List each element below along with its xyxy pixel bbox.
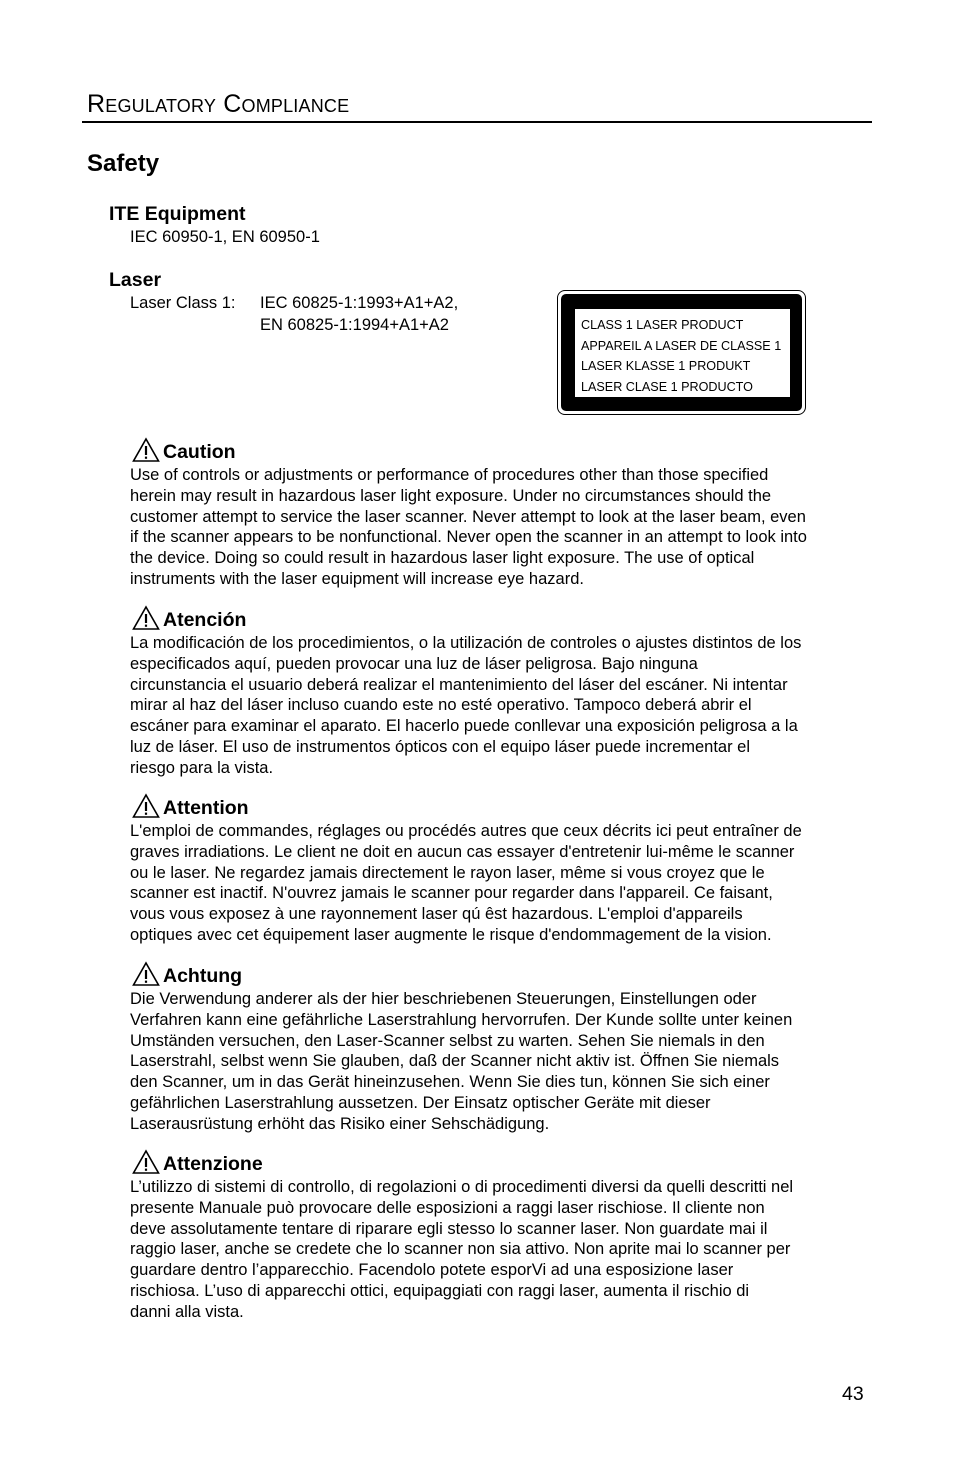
warning-text-line: den Scanner, um in das Gerät hineinzusehen. Wenn Sie dies tun, können Sie sich einer <box>130 1073 770 1092</box>
warning-block <box>130 793 882 946</box>
warning-heading <box>132 1149 884 1175</box>
laser-label-line: APPAREIL A LASER DE CLASSE 1 <box>581 338 782 353</box>
warning-text-line: La modificación de los procedimientos, o la utilización de controles o ajustes distintos de los <box>130 634 802 652</box>
warning-title: Atención <box>163 609 247 631</box>
warning-triangle-icon-graphic <box>132 605 160 631</box>
warning-text-line: customer attempt to service the laser scanner. Never attempt to look at the laser beam, even <box>130 507 806 526</box>
warning-text-line: luz de láser. El uso de instrumentos ópticos con el equipo láser puede incrementar el <box>130 737 751 756</box>
warning-text <box>130 989 882 1135</box>
ite-standards: IEC 60950-1, EN 60950-1 <box>130 228 320 246</box>
warning-heading <box>132 793 884 819</box>
warning-text-line: L'emploi de commandes, réglages ou procédés autres que ceux décrits ici peut entraîner de <box>130 822 802 840</box>
warning-heading <box>132 605 884 631</box>
chapter-title: Regulatory Compliance <box>87 90 350 118</box>
warning-text-line: rischiosa. L’uso di apparecchi ottici, equipaggiati con raggi laser, aumenta il rischio di <box>130 1281 750 1300</box>
warning-text-line: graves irradiations. Le client ne doit en aucun cas essayer d'entretenir lui-même le scanner <box>130 842 795 861</box>
warning-text-line: Die Verwendung anderer als der hier beschriebenen Steuerungen, Einstellungen oder <box>130 990 757 1008</box>
warning-text-line: escáner para examinar el aparato. El hacerlo puede conllevar una exposición peligrosa a la <box>130 717 798 736</box>
warning-title: Attenzione <box>163 1153 263 1175</box>
warning-text <box>130 821 882 946</box>
warning-triangle-icon <box>132 1149 160 1175</box>
warning-title: Attention <box>163 797 249 819</box>
warning-text-line: Laserausrüstung erhöht das Risiko einer Sehschädigung. <box>130 1114 550 1133</box>
warning-text-line: guardare dentro l’apparecchio. Facendolo potete esporVi ad una esposizione laser <box>130 1261 734 1280</box>
warning-text-line: gefährlichen Laserstrahlung aussetzen. Der Einsatz optischer Geräte mit dieser <box>130 1093 711 1112</box>
warning-heading <box>132 961 884 987</box>
warning-triangle-icon <box>132 793 160 819</box>
warning-triangle-icon-graphic <box>132 793 160 819</box>
warning-heading <box>132 437 884 463</box>
warning-block <box>130 1149 882 1323</box>
warning-text-line: circunstancia el usuario deberá realizar el mantenimiento del láser del escáner. Ni intentar <box>130 675 788 694</box>
chapter-rule <box>82 121 872 123</box>
warning-text-line: riesgo para la vista. <box>130 758 274 777</box>
warning-text-line: vous vous exposez à une rayonnement laser qú êst hazardous. L'emploi d'appareils <box>130 905 743 924</box>
laser-label-border <box>561 294 802 411</box>
warning-text-line: optiques avec cet équipement laser augmente le risque d'endommagement de la vision. <box>130 925 772 944</box>
warning-block <box>130 605 882 779</box>
warning-text-line: mirar al haz del láser incluso cuando este no esté operativo. Tampoco deberá abrir el <box>130 696 752 715</box>
laser-standard-line: EN 60825-1:1994+A1+A2 <box>260 316 449 334</box>
laser-label-line: CLASS 1 LASER PRODUCT <box>581 318 744 332</box>
warning-triangle-icon <box>132 961 160 987</box>
warning-text-line: the device. Doing so could result in hazardous laser light exposure. The use of optical <box>130 549 755 568</box>
laser-class-label: Laser Class 1: <box>130 294 236 312</box>
laser-heading: Laser <box>109 269 162 291</box>
laser-label-panel <box>575 309 790 397</box>
warning-triangle-icon-graphic <box>132 961 160 987</box>
warning-triangle-icon <box>132 437 160 463</box>
warning-block <box>130 961 882 1135</box>
warning-text <box>130 465 882 590</box>
warning-triangle-icon-graphic <box>132 437 160 463</box>
warning-triangle-icon-graphic <box>132 1149 160 1175</box>
warning-text <box>130 633 882 779</box>
section-title: Safety <box>87 150 160 177</box>
warning-text-line: ou le laser. Ne regardez jamais directement le rayon laser, même si vous croyez que le <box>130 863 765 882</box>
warning-text-line: presente Manuale può provocare delle esposizioni a raggi laser rischiose. Il cliente non <box>130 1198 765 1217</box>
ite-heading: ITE Equipment <box>109 203 246 225</box>
laser-standard-line: IEC 60825-1:1993+A1+A2, <box>260 294 459 312</box>
page-number: 43 <box>842 1383 864 1405</box>
warning-block <box>130 437 882 590</box>
warning-text <box>130 1177 882 1323</box>
warning-text-line: danni alla vista. <box>130 1302 244 1321</box>
warning-triangle-icon <box>132 605 160 631</box>
warning-text-line: if the scanner appears to be nonfunctional. Never open the scanner in an attempt to look into <box>130 528 807 547</box>
warning-text-line: Laserstrahl, selbst wenn Sie glauben, daß der Scanner nicht aktiv ist. Öffnen Sie niemals <box>130 1052 780 1071</box>
warning-text-line: herein may result in hazardous laser light exposure. Under no circumstances should the <box>130 486 772 505</box>
warning-text-line: Umständen versuchen, den Laser-Scanner selbst zu warten. Sehen Sie niemals in den <box>130 1031 765 1050</box>
warning-text-line: Verfahren kann eine gefährliche Laserstrahlung hervorrufen. Der Kunde sollte unter keinen <box>130 1010 793 1029</box>
warning-text-line: L’utilizzo di sistemi di controllo, di regolazioni o di procedimenti diversi da quelli descritti nel <box>130 1178 794 1196</box>
warning-text-line: scanner est inactif. N'ouvrez jamais le scanner pour regarder dans l'appareil. Ce faisant, <box>130 884 773 903</box>
warning-text-line: instruments with the laser equipment will increase eye hazard. <box>130 569 584 588</box>
laser-label-line: LASER KLASSE 1 PRODUKT <box>581 359 751 373</box>
warning-title: Caution <box>163 441 236 463</box>
warning-text-line: raggio laser, anche se credete che lo scanner non sia attivo. Non aprite mai lo scanner per <box>130 1240 791 1259</box>
laser-product-label <box>557 290 806 415</box>
laser-label-line: LASER CLASE 1 PRODUCTO <box>581 379 753 394</box>
warning-text-line: especificados aquí, pueden provocar una luz de láser peligrosa. Bajo ninguna <box>130 654 698 673</box>
warning-text-line: Use of controls or adjustments or performance of procedures other than those specified <box>130 466 769 484</box>
warning-title: Achtung <box>163 965 243 987</box>
warning-text-line: deve assolutamente tentare di riparare egli stesso lo scanner laser. Non guardate mai il <box>130 1219 768 1238</box>
